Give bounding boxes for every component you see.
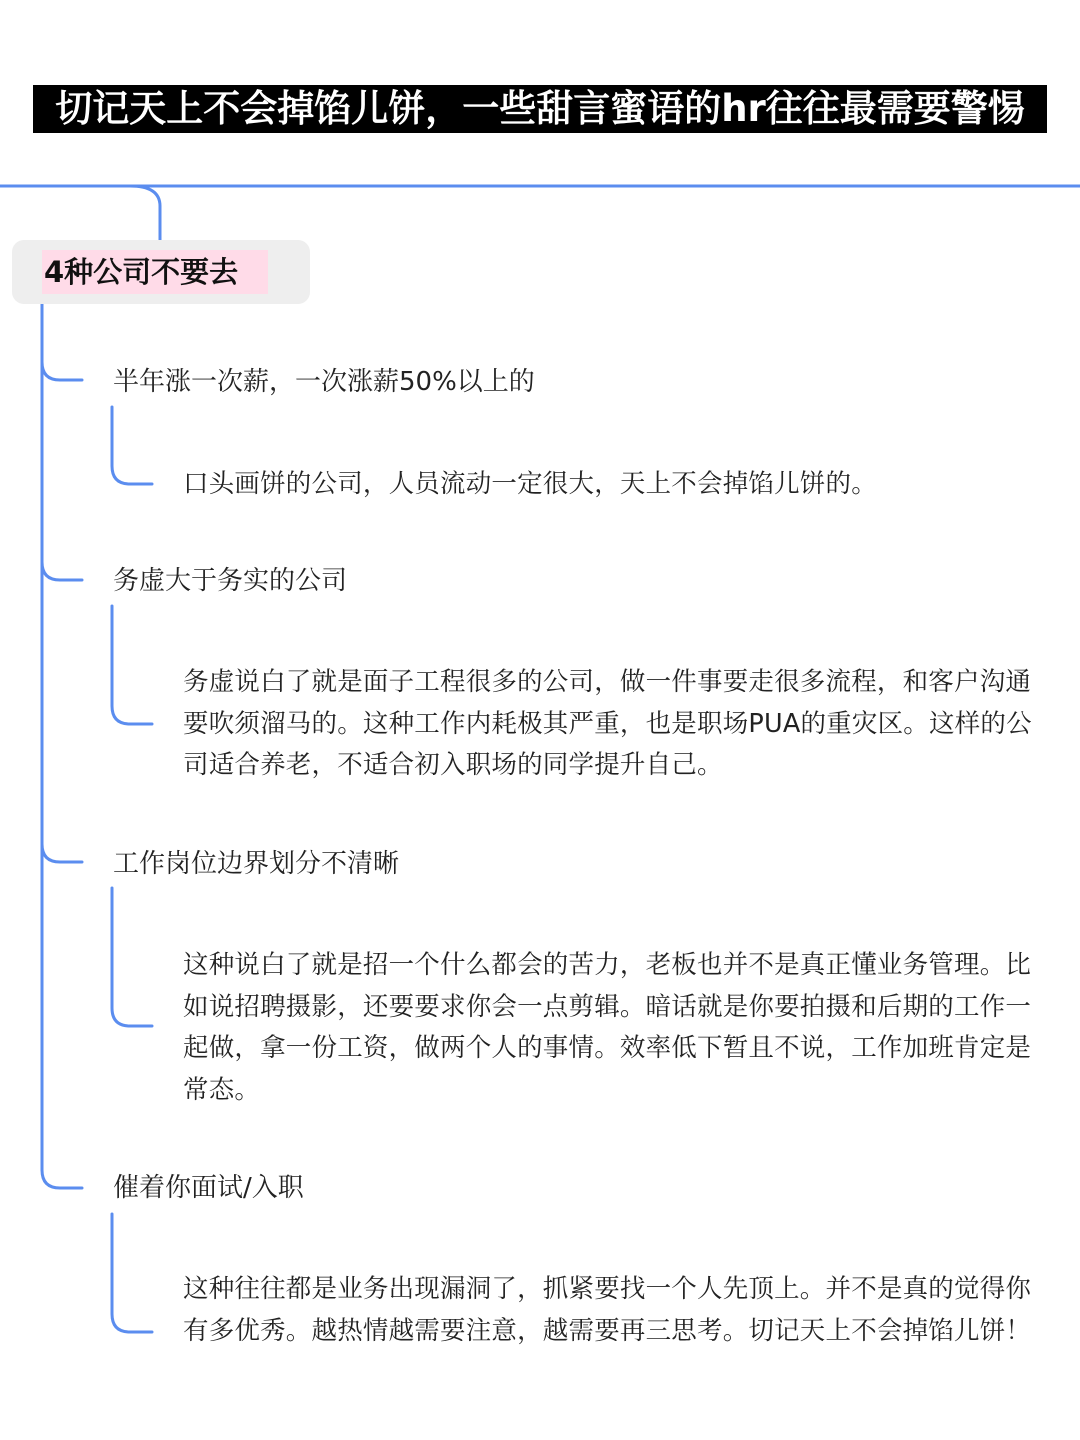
branch-node-4[interactable]: 催着你面试/入职 bbox=[113, 1173, 304, 1203]
leaf-node-1: 口头画饼的公司，人员流动一定很大，天上不会掉馅儿饼的。 bbox=[183, 469, 877, 499]
leaf-node-4: 这种往往都是业务出现漏洞了，抓紧要找一个人先顶上。并不是真的觉得你有多优秀。越热情越需要注意，越需要再三思考。切记天上不会掉馅儿饼！ bbox=[183, 1274, 1032, 1346]
branch-connector-1 bbox=[42, 362, 82, 380]
root-label: 4种公司不要去 bbox=[42, 250, 268, 294]
branch-node-2[interactable]: 务虚大于务实的公司 bbox=[113, 566, 348, 596]
leaf-connector-1 bbox=[112, 407, 152, 484]
branch-node-1[interactable]: 半年涨一次薪，一次涨薪50%以上的 bbox=[113, 367, 535, 397]
page-title: 切记天上不会掉馅儿饼，一些甜言蜜语的hr往往最需要警惕 bbox=[33, 85, 1047, 133]
root-drop-connector bbox=[130, 186, 160, 240]
leaf-node-2: 务虚说白了就是面子工程很多的公司，做一件事要走很多流程，和客户沟通要吹须溜马的。这种工作内耗极其严重，也是职场PUA的重灾区。这样的公司适合养老，不适合初入职场的同学提升自己。 bbox=[183, 667, 1032, 780]
branch-connector-3 bbox=[42, 844, 82, 862]
leaf-connector-4 bbox=[112, 1214, 152, 1332]
branch-connector-4 bbox=[42, 1170, 82, 1188]
root-node[interactable] bbox=[12, 240, 310, 304]
branch-connector-2 bbox=[42, 562, 82, 580]
leaf-connector-3 bbox=[112, 888, 152, 1026]
leaf-node-3: 这种说白了就是招一个什么都会的苦力，老板也并不是真正懂业务管理。比如说招聘摄影，还要要求你会一点剪辑。暗话就是你要拍摄和后期的工作一起做，拿一份工资，做两个人的事情。效率低下暂且不说，工作加班肯定是常态。 bbox=[183, 950, 1032, 1105]
branch-node-3[interactable]: 工作岗位边界划分不清晰 bbox=[113, 849, 400, 879]
leaf-connector-2 bbox=[112, 606, 152, 724]
